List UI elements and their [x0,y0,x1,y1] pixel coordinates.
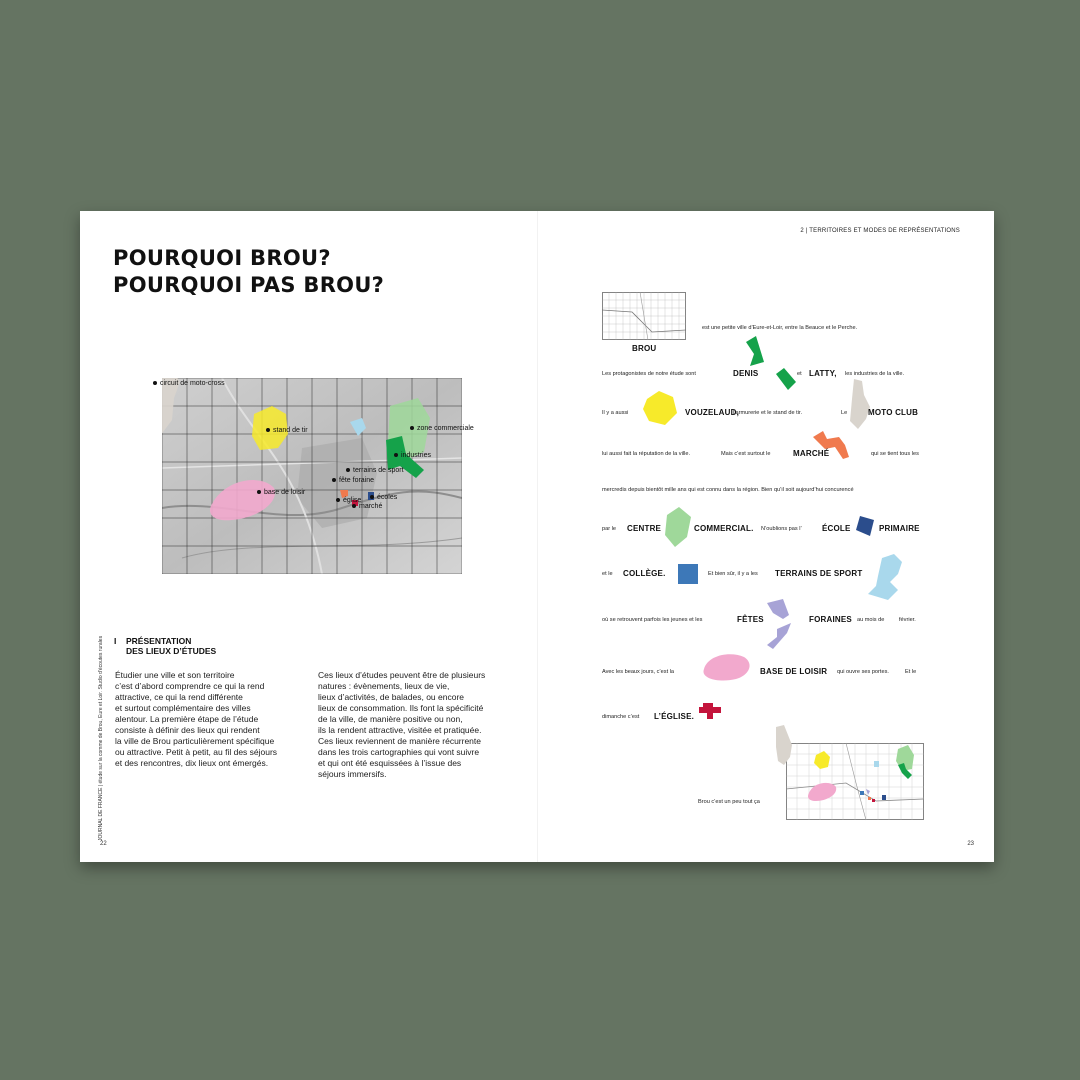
body-column-1: Étudier une ville et son territoire c’est d’abord comprendre ce qui la rend attractive, ce qui la rend différente et surtout complémentaire des villes alentour. La première étape de l’étude consiste à définir des lieux qui rendent la ville de Brou particulièrement spécifique ou attractive. Petit à petit, au fil des séjours et des rencontres, dix lieux ont émergés. [115,670,278,768]
text-armurerie: l’armurerie et le stand de tir. [733,410,803,416]
shape-eglise [699,701,721,719]
shape-centre-commercial [665,507,691,547]
shape-denis [744,336,766,366]
kw-vouzelaud: VOUZELAUD, [685,408,739,417]
shape-vouzelaud [643,391,679,425]
label-moto-cross: circuit de moto-cross [153,380,225,387]
running-head: 2 | TERRITOIRES ET MODES DE REPRÉSENTATIONS [800,228,960,234]
label-terrains-sport: terrains de sport [346,467,404,474]
label-fete-foraine: fête foraine [332,477,374,484]
kw-denis: DENIS [733,369,759,378]
shape-latty [776,368,796,390]
shape-moto-club [850,379,870,429]
title-line-1: POURQUOI BROU? [113,246,331,270]
spread-gutter [537,211,538,862]
kw-terrains-de-sport: TERRAINS DE SPORT [775,569,863,578]
text-il-y-a-aussi: Il y a aussi [602,410,629,416]
shape-base-de-loisir [700,651,752,681]
text-surtout: Mais c’est surtout le [721,451,771,457]
text-ou-se-retrouvent: où se retrouvent parfois les jeunes et les [602,617,703,623]
text-et-bien-sur: Et bien sûr, il y a les [708,571,758,577]
text-noublions: N’oublions pas l’ [761,526,802,532]
text-brou-cest-un-peu-tout-ca: Brou c’est un peu tout ça [698,799,760,805]
text-protagonistes: Les protagonistes de notre étude sont [602,371,696,377]
shape-college [678,564,698,584]
text-et: et [797,371,802,377]
kw-ecole: ÉCOLE [822,524,851,533]
text-et-le: et le [602,571,613,577]
text-intro: est une petite ville d’Eure-et-Loir, entre la Beauce et le Perche. [702,325,858,331]
kw-commercial: COMMERCIAL. [694,524,754,533]
kw-moto-club: MOTO CLUB [868,408,919,417]
page-number-right: 23 [967,841,974,847]
text-et-le-2: Et le [905,669,917,675]
title-line-2: POURQUOI PAS BROU? [113,273,385,297]
text-au-mois-de: au mois de [857,617,885,623]
label-marche: marché [352,503,382,510]
kw-foraines: FORAINES [809,615,852,624]
page-title [113,245,384,299]
text-dimanche: dimanche c’est [602,714,640,720]
label-industries: industries [394,452,431,459]
label-stand-de-tir: stand de tir [266,427,308,434]
text-fevrier: février. [899,617,916,623]
kw-primaire: PRIMAIRE [879,524,920,533]
shape-ecole-primaire [856,516,874,536]
text-par-le: par le [602,526,616,532]
body-column-2: Ces lieux d’études peuvent être de plusieurs natures : évènements, lieux de vie, lieux d’activités, de balades, ou encore lieux de consommation. Ils font la spécificité de la ville, de manière positive ou non, ils la rendent attractive, visitée et pratiquée. Ces lieux reviennent de manière récurrente dans les trois cartographies qui vont suivre et qui ont été esquissées à l’issue des séjours immersifs. [318,670,486,779]
text-reputation: lui aussi fait la réputation de la ville. [602,451,690,457]
kw-latty: LATTY, [809,369,837,378]
section-title: I PRÉSENTATION DES LIEUX D’ÉTUDES [114,636,217,656]
mini-map-bottom [786,743,924,820]
text-industries: les industries de la ville. [845,371,905,377]
text-ouvre-ses-portes: qui ouvre ses portes. [837,669,889,675]
label-eglise: église [336,497,361,504]
shape-fetes-foraines [765,599,791,649]
kw-college: COLLÈGE. [623,569,666,578]
vertical-caption: JOURNAL DE FRANCE | étude sur la comme de Brou, Eure et Loir. Studio d’écoutes rurales [98,635,104,841]
magazine-spread [80,211,994,862]
text-le: Le [841,410,848,416]
kw-brou: BROU [632,344,657,353]
text-mercredis: mercredis depuis bientôt mille ans qui est connu dans la région. Bien qu’il soit aujourd’hui concurencé [602,487,854,493]
kw-centre: CENTRE [627,524,662,533]
label-base-loisir: base de loisir [257,489,305,496]
text-beaux-jours: Avec les beaux jours, c’est la [602,669,675,675]
shape-terrains-de-sport [868,554,908,600]
kw-marche: MARCHÉ [793,449,830,458]
mini-map-top [602,292,686,340]
label-zone-commerciale: zone commerciale [410,425,474,432]
label-ecoles: écoles [370,494,397,501]
kw-base-de-loisir: BASE DE LOISIR [760,667,828,676]
kw-fetes: FÊTES [737,615,764,624]
text-qui-se-tient: qui se tient tous les [871,451,919,457]
kw-eglise: L’ÉGLISE. [654,712,695,721]
page-number-left: 22 [100,841,107,847]
aerial-map [162,378,462,574]
